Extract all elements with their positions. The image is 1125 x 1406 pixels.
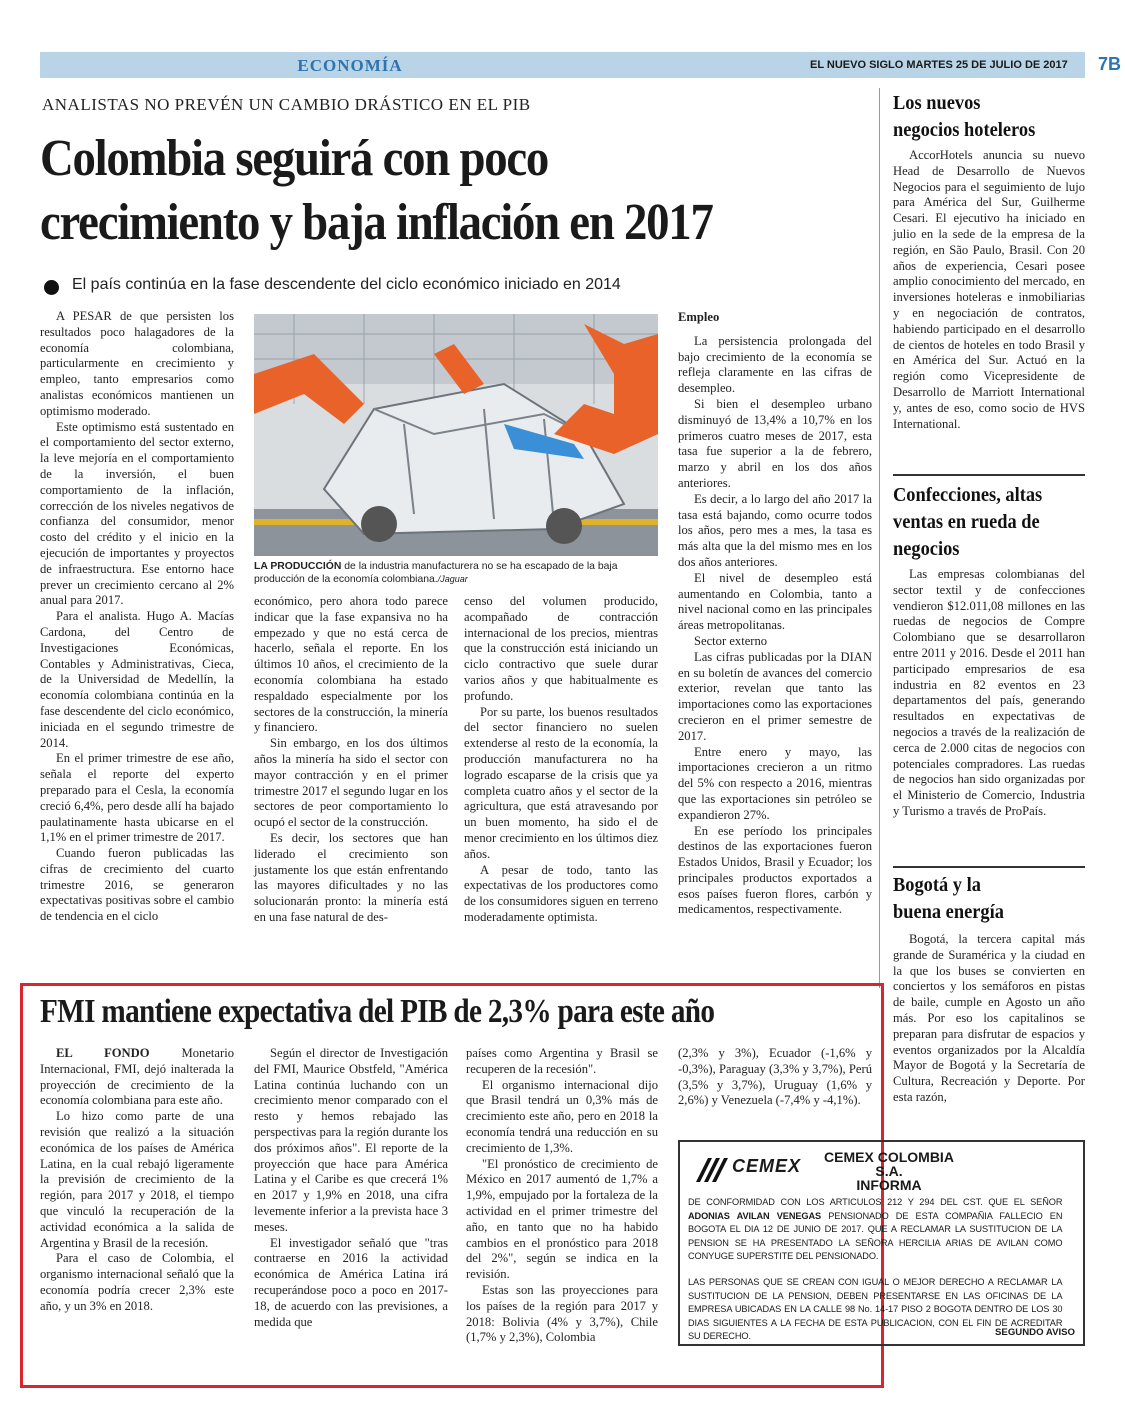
page-number: 7B [1098,54,1122,74]
paragraph: Cuando fueron publicadas las cifras de crecimiento del cuarto trimestre 2016, se generaron expectativas positivas sobre el cambio de tendencia en el ciclo [40,846,234,924]
story-subhead: El país continúa en la fase descendente del ciclo económico iniciado en 2014 [72,276,621,293]
brief-title-line: Los nuevos [893,92,981,114]
fmi-column-4 [678,1046,872,1109]
story-headline [40,127,787,255]
notice-text: PENSIONADO DE ESTA COMPAÑIA FALLECIO EN BOGOTA EL DIA 12 DE JUNIO DE 2017. QUE A RECLAMAR LA SUSTITUCION DE LA PENSION SE HA PRESENTADO LA SEÑORA HERCILIA ARIAS DE AVILAN COMO CONYUGE SUPERSTITE DEL PENSIONADO. [688,1210,1063,1263]
paragraph: Para el analista. Hugo A. Macías Cardona, del Centro de Investigaciones Económicas, Contables y Administrativas, Cieca, de la Universidad de Medellín, la economía colombiana continúa en la fase descendente del ciclo económico, iniciada en el segundo trimestre de 2014. [40,609,234,750]
paragraph: El organismo internacional dijo que Brasil tendrá un 0,3% más de crecimiento este año, pero en 2018 la economía tendrá una reducción en su crecimiento de 1,3%. [466,1077,658,1155]
notice-body [688,1196,1062,1344]
paragraph: Por su parte, los buenos resultados del sector financiero no suelen extenderse al resto de la economía, la producción manufacturera no ha logrado escaparse de la crisis que ya completa cuatro años y el sector de la agricultura, que está atravesando por un buen momento, ha sido el de menor crecimiento en los últimos diez años. [464,704,658,861]
brief-title-line: ventas en rueda de [893,511,1040,533]
company-informa: INFORMA [856,1177,922,1193]
paragraph: La persistencia prolongada del bajo crecimiento de la economía se refleja claramente en las cifras de desempleo. [678,333,872,396]
notice-paragraph [688,1196,1062,1264]
brief-title-textiles [893,482,1077,563]
paragraph: "El pronóstico de crecimiento de México en 2017 aumentó de 1,7% a 1,9%, empujado por la fortaleza de la actividad en el primer trimestre del año, en tanto que no ha habido cambios en el pronóstico para 2018 del 2%", según se indica en la revisión. [466,1156,658,1282]
paragraph: Es decir, a lo largo del año 2017 la tasa está bajando, como ocurre todos los años, pero mes a mes, la tasa es más alta que la del mismo mes en los dos años anteriores. [678,491,872,569]
paragraph: En el primer trimestre de ese año, señala el reporte del experto preparado para el Cesla, la economía creció 6,4%, pero desde allí ha bajado paulatinamente hasta ubicarse en el 1,1% en el primer trimestre de 2017. [40,751,234,845]
factory-photo [254,314,658,556]
fmi-headline: FMI mantiene expectativa del PIB de 2,3% para este año [40,993,715,1030]
paragraph: En ese período los principales destinos de las exportaciones fueron Estados Unidos, Brasil y Ecuador; los principales productos exportados a esos países fueron flores, carbón y medicamentos, respectivamente. [678,823,872,917]
paragraph: Bogotá, la tercera capital más grande de Suramérica y la ciudad en la que los buses se convierten en conciertos y los semáforos en pistas de baile, cumple en Agosto un año más. Por eso los capitalinos se preparan para disfrutar de espacios y eventos organizados por la Alcaldía Mayor de Bogotá y la Secretaría de Cultura, Recreación y Deporte. Por esta razón, [893,932,1085,1104]
paragraph: económico, pero ahora todo parece indicar que la fase expansiva no ha empezado y que no está cerca de hacerlo, señala el reporte. En los últimos 10 años, el crecimiento de la economía colombiana ha estado respaldado especialmente por los sectores de la construcción, la minería y financiero. [254,594,448,735]
section-name: ECONOMÍA [297,56,403,75]
paragraph: El investigador señaló que "tras contraerse en 2016 la actividad económica de América Latina irá recuperándose poco a poco en 2017-18, de acuerdo con las previsiones, a medida que [254,1235,448,1329]
photo-caption [254,560,658,586]
cemex-logo [694,1150,834,1190]
photo-credit: /Jaguar [437,574,468,584]
column-divider [879,88,880,988]
story-kicker: ANALISTAS NO PREVÉN UN CAMBIO DRÁSTICO EN EL PIB [42,95,531,114]
page-header-band [40,52,1122,78]
brief-title-hotels [893,90,1077,144]
bullet-icon [44,280,59,295]
brief-title-line: buena energía [893,901,1004,923]
brief-divider [893,866,1085,868]
issue-date-line: EL NUEVO SIGLO MARTES 25 DE JULIO DE 2017 [810,59,1068,71]
headline-line-1: Colombia seguirá con poco [40,130,549,187]
paragraph-text: Monetario Internacional, FMI, dejó inalterada la proyección de crecimiento de la economía colombiana para este año. [40,1046,234,1108]
paragraph: Entre enero y mayo, las importaciones crecieron a un ritmo del 5% con respecto a 2016, mientras que las exportaciones sin petróleo se expandieron 27%. [678,744,872,822]
paragraph: A pesar de todo, tanto las expectativas de los productores como de los consumidores siguen en terreno moderadamente optimista. [464,862,658,924]
story-column-2 [254,594,448,926]
notice-paragraph: LAS PERSONAS QUE SE CREAN CON IGUAL O MEJOR DERECHO A RECLAMAR LA SUSTITUCION DE LA PENSION, DEBEN PRESENTARSE EN LAS OFICINAS DE LA EMPRESA UBICADAS EN LA CALLE 98 No. 14-17 PISO 2 BOGOTA DENTRO DE LOS 30 DIAS SIGUIENTES A LA FECHA DE ESTA PUBLICACION, CON EL FIN DE ACREDITAR SU DERECHO. [688,1276,1063,1343]
paragraph: Sin embargo, en los dos últimos años la minería ha sido el sector con mayor contracción y en el primer trimestre 2017 el segundo lugar en los sectores de peor comportamiento lo ocupó el sector de la construcción. [254,736,448,830]
cemex-logo-text: CEMEX [732,1156,802,1176]
paragraph: Es decir, los sectores que han liderado el crecimiento son justamente los que están enfrentando las mayores dificultades y no las solucionarán pronto: la minería está en una fase natural de des- [254,830,448,924]
notice-person-name: ADONIAS AVILAN VENEGAS [688,1210,822,1222]
brief-divider [893,474,1085,476]
paragraph: Lo hizo como parte de una revisión que realizó a la situación económica de los países de América Latina, en la cual rebajó ligeramente la previsión de crecimiento de la región, para 2017 y 2018, el tiempo que vinculó la recuperación de la actividad económica a la salida de Argentina y Brasil de la recesión. [40,1109,234,1250]
company-name: CEMEX COLOMBIA S.A. [824,1149,954,1179]
section-subheading: Sector externo [694,633,768,648]
lead-words: EL FONDO [56,1046,150,1060]
paragraph: Estas son las proyecciones para los países de la región para 2017 y 2018: Bolivia (4% y 3,7%), Chile (1,7% y 2,3%), Colombia [466,1282,658,1345]
brief-text-hotels [893,148,1085,432]
fmi-column-2 [254,1046,448,1330]
paragraph: A PESAR de que persisten los resultados poco halagadores de la economía colombiana, particularmente en crecimiento y empleo, tanto empresarios como analistas económicos mantienen un optimismo moderado. [40,309,234,418]
brief-title-line: negocios hoteleros [893,119,1036,141]
paragraph: Para el caso de Colombia, el organismo internacional señaló que la economía podría crecer 2,3% este año, y un 3% en 2018. [40,1251,234,1313]
paragraph: Las empresas colombianas del sector textil y de confecciones vendieron $12.011,08 millones en las ruedas de negocios de Compre Colombiano que se desarrollaron entre 2011 y 2016. Desde el 2011 han participado empresarios de esa industria en 82 eventos en 23 departamentos del país, generando resultados en expectativas de negocios a través de la realización de cerca de 2.000 citas de negocios con potenciales compradores. Las ruedas de negocios han sido organizadas por el Ministerio de Comercio, Industria y Turismo a través de ProPaís. [893,567,1085,818]
brief-text-textiles [893,567,1085,820]
brief-title-bogota [893,872,1077,926]
caption-text: de la industria manufacturera no se ha escapado de la baja producción de la economía colombiana. [254,561,618,585]
headline-line-2: crecimiento y baja inflación en 2017 [40,194,713,251]
paragraph: Si bien el desempleo urbano disminuyó de 13,4% a 10,7% en los primeros cuatro meses de 2017, esta tasa fue superior a la de febrero, marzo y abril en los dos años anteriores. [678,396,872,490]
fmi-column-3 [466,1046,658,1346]
story-column-3 [464,594,658,926]
notice-text: DE CONFORMIDAD CON LOS ARTICULOS 212 Y 294 DEL CST. QUE EL SEÑOR [688,1197,1063,1208]
story-column-1 [40,309,234,925]
paragraph: El nivel de desempleo está aumentando en Colombia, tanto a nivel nacional como en las principales áreas metropolitanas. [678,570,872,633]
paragraph: censo del volumen producido, acompañado de contracción internacional de los precios, mientras que la construcción está iniciando un ciclo contractivo que suele durar varios años y que habitualmente es profundo. [464,594,658,703]
story-column-4 [678,310,872,918]
fmi-column-1 [40,1046,234,1315]
paragraph [40,1046,234,1109]
legal-notice-box [678,1140,1085,1346]
paragraph: Este optimismo está sustentado en el comportamiento del sector externo, la leve mejoría en el comportamiento de la inversión, el buen comportamiento de la inflación, corrección de los niveles negativos de confianza del consumidor, menor costo del crédito y el inicio en la ejecución de importantes y proyectos de infraestructura. Ese entorno hace prever un crecimiento cercano al 2% anual para 2017. [40,419,234,608]
paragraph: (2,3% y 3%), Ecuador (-1,6% y -0,3%), Paraguay (3,3% y 3,7%), Perú (3,5% y 3,7%), Uruguay (1,6% y 2,6%) y Venezuela (-7,4% y -4,1%). [678,1046,872,1108]
caption-lead: LA PRODUCCIÓN [254,561,342,572]
paragraph: AccorHotels anuncia su nuevo Head de Desarrollo de Nuevos Negocios para el seguimiento de lujo para América del Sur, Guilherme Cesari. El ejecutivo ha iniciado en julio en la sede de la empresa de la región, en São Paulo, Brasil. Con 20 años de experiencia, Cesari posee amplio conocimiento del mercado, en inversiones hoteleras e inmobiliarias y en negociación de contratos, habiendo participado en el desarrollo de cientos de hoteles en todo Brasil y en América del Sur. Actuó en la región como Vicepresidente de Desarrollo de Marriott International y, antes de eso, como socio de HVS International. [893,148,1085,431]
cemex-logo-mark [694,1154,734,1186]
brief-title-line: Confecciones, altas [893,484,1043,506]
notice-footer: SEGUNDO AVISO [995,1327,1075,1338]
paragraph: Las cifras publicadas por la DIAN en su boletín de avances del comercio exterior, revelan que tanto las importaciones como las exportaciones crecieron en el primer semestre de 2017. [678,649,872,743]
section-subheading: Empleo [678,310,720,324]
brief-title-line: Bogotá y la [893,874,981,896]
brief-title-line: negocios [893,538,960,560]
paragraph: Según el director de Investigación del FMI, Maurice Obstfeld, "América Latina continúa luchando con un crecimiento menor comparado con el resto y hemos rebajado las perspectivas para la región durante los dos próximos años". El reporte de la proyección que hace para América Latina y el Caribe es que crecerá 1% en 2017 y 1,9% en 2018, una cifra levemente inferior a la prevista hace 3 meses. [254,1046,448,1234]
notice-company [814,1150,964,1192]
brief-text-bogota [893,932,1085,1106]
paragraph: países como Argentina y Brasil se recuperen de la recesión". [466,1046,658,1076]
